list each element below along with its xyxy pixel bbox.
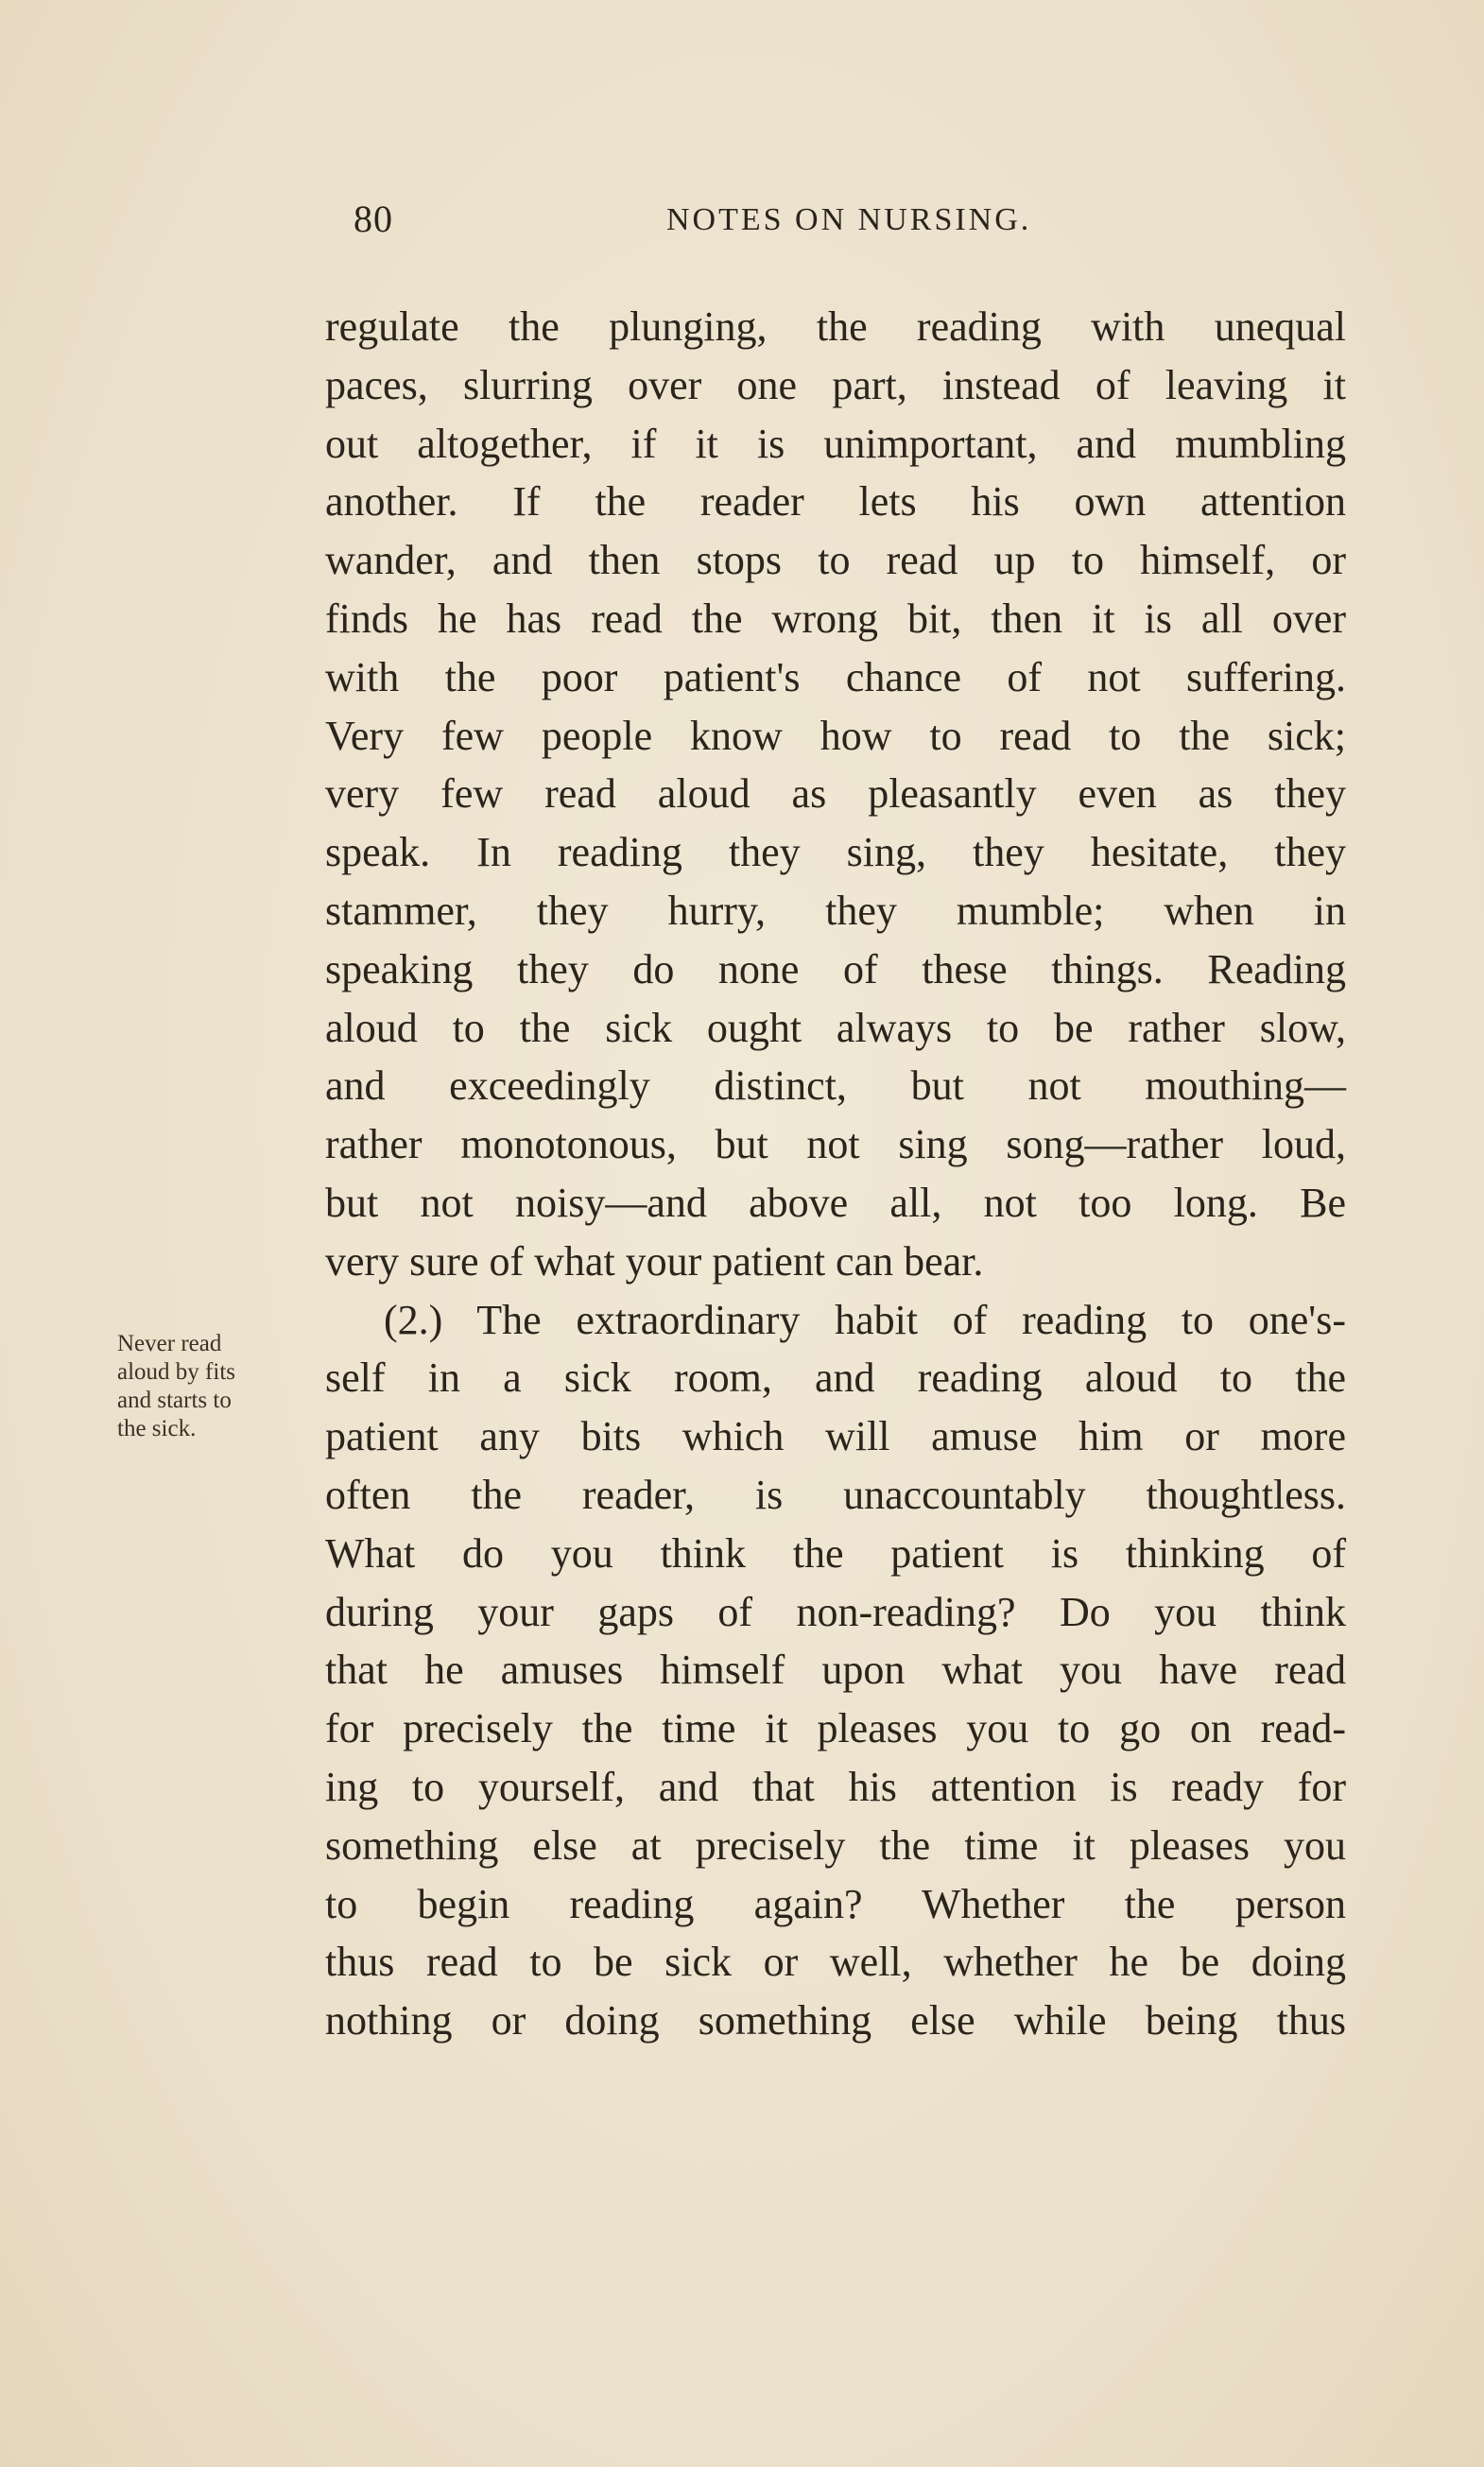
text-line: regulate the plunging, the reading with unequal <box>325 303 1346 350</box>
text-line: something else at precisely the time it pleases you <box>325 1821 1346 1869</box>
text-line: speaking they do none of these things. Reading <box>325 945 1346 992</box>
page-header <box>350 197 1054 253</box>
text-line: self in a sick room, and reading aloud to the <box>325 1354 1346 1402</box>
text-line: ing to yourself, and that his attention is ready for <box>325 1763 1346 1810</box>
text-line: rather monotonous, but not sing song—rather loud, <box>325 1121 1346 1168</box>
text-line: stammer, they hurry, they mumble; when in <box>325 887 1346 934</box>
text-line: but not noisy—and above all, not too long. Be <box>325 1179 1346 1226</box>
text-line: and exceedingly distinct, but not mouthing— <box>325 1062 1346 1110</box>
text-line: with the poor patient's chance of not suffering. <box>325 653 1346 700</box>
margin-note-line: the sick. <box>117 1416 197 1441</box>
text-line: another. If the reader lets his own attention <box>325 478 1346 526</box>
text-line: What do you think the patient is thinking of <box>325 1529 1346 1577</box>
text-line: nothing or doing something else while being thus <box>325 1997 1346 2044</box>
margin-note-line: Never read <box>117 1331 222 1356</box>
text-line: speak. In reading they sing, they hesitate, they <box>325 829 1346 876</box>
text-line: very few read aloud as pleasantly even as they <box>325 770 1346 818</box>
text-line: very sure of what your patient can bear. <box>325 1237 984 1285</box>
margin-note-line: aloud by fits <box>117 1359 235 1385</box>
text-line: patient any bits which will amuse him or more <box>325 1413 1346 1460</box>
text-line: that he amuses himself upon what you have read <box>325 1647 1346 1694</box>
paragraph-start-line: (2.) The extraordinary habit of reading to one's- <box>384 1296 1346 1343</box>
text-line: aloud to the sick ought always to be rather slow, <box>325 1004 1346 1051</box>
margin-note-line: and starts to <box>117 1388 232 1413</box>
text-line: often the reader, is unaccountably thoughtless. <box>325 1471 1346 1518</box>
text-line: to begin reading again? Whether the person <box>325 1880 1346 1927</box>
body-text <box>325 298 1346 2050</box>
page-number: 80 <box>354 198 393 240</box>
running-title: NOTES ON NURSING. <box>666 202 1032 237</box>
text-line: Very few people know how to read to the sick; <box>325 712 1346 759</box>
text-line: finds he has read the wrong bit, then it is all over <box>325 595 1346 642</box>
margin-note <box>117 1330 297 1443</box>
text-line: paces, slurring over one part, instead of leaving it <box>325 361 1346 408</box>
text-line: out altogether, if it is unimportant, and mumbling <box>325 420 1346 467</box>
text-line: during your gaps of non-reading? Do you think <box>325 1588 1346 1635</box>
text-line: for precisely the time it pleases you to go on read- <box>325 1705 1346 1752</box>
text-line: thus read to be sick or well, whether he be doing <box>325 1939 1346 1986</box>
text-line: wander, and then stops to read up to himself, or <box>325 537 1346 584</box>
